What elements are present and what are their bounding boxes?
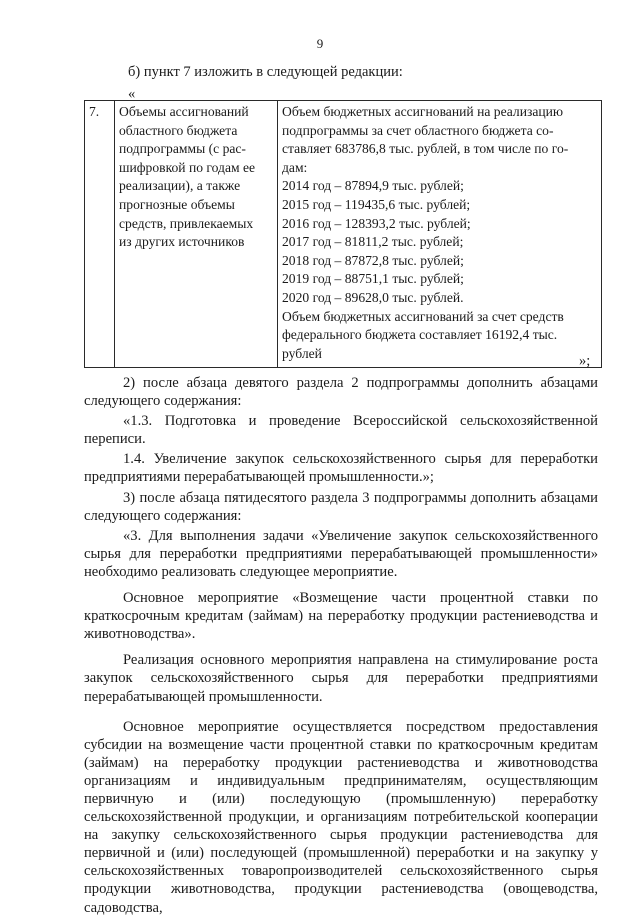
body-line: ставляет 683786,8 тыс. рублей, в том числе по го-	[282, 141, 569, 157]
body-line: федерального бюджета составляет 16192,4 тыс.	[282, 327, 558, 343]
document-body	[84, 374, 598, 919]
name-line: подпрограммы (с рас-	[119, 141, 246, 157]
paragraph: Основное мероприятие «Возмещение части процентной ставки по краткосрочным кредитам (займам) на переработку продукции растениеводства и животноводства».	[84, 590, 598, 643]
body-line-year-2016: 2016 год – 128393,2 тыс. рублей;	[282, 215, 471, 231]
body-line-year-2018: 2018 год – 87872,8 тыс. рублей;	[282, 252, 464, 268]
name-line: областного бюджета	[119, 122, 238, 138]
body-line: Объем бюджетных ассигнований за счет средств	[282, 308, 564, 324]
name-line: шифровкой по годам ее	[119, 159, 256, 175]
row-number: 7.	[85, 101, 115, 368]
body-line-year-2017: 2017 год – 81811,2 тыс. рублей;	[282, 234, 464, 250]
quote-close-mark: »;	[579, 353, 591, 369]
paragraph: 3) после абзаца пятидесятого раздела 3 подпрограммы дополнить абзацами следующего содержания:	[84, 489, 598, 524]
body-line: подпрограммы за счет областного бюджета со-	[282, 122, 554, 138]
paragraph: «3. Для выполнения задачи «Увеличение закупок сельскохозяйственного сырья для переработки предприятиями перерабатывающей промышленности» необходимо реализовать следующее мероприятие.	[84, 527, 598, 580]
paragraph: 1.4. Увеличение закупок сельскохозяйственного сырья для переработки предприятиями перерабатывающей промышленности.»;	[84, 451, 598, 486]
body-line-year-2014: 2014 год – 87894,9 тыс. рублей;	[282, 178, 464, 194]
body-line-year-2020: 2020 год – 89628,0 тыс. рублей.	[282, 289, 464, 305]
intro-line: б) пункт 7 изложить в следующей редакции:	[128, 64, 403, 80]
body-line-year-2015: 2015 год – 119435,6 тыс. рублей;	[282, 196, 471, 212]
row-body-cell	[278, 101, 602, 368]
body-line: Объем бюджетных ассигнований на реализацию	[282, 104, 564, 119]
name-line: из других источников	[119, 234, 245, 250]
name-line: средств, привлекаемых	[119, 215, 254, 231]
row-name-cell	[115, 101, 278, 368]
table-row	[85, 101, 602, 368]
paragraph: Основное мероприятие осуществляется посредством предоставления субсидии на возмещение части процентной ставки по краткосрочным кредитам (займам) на переработку продукции растениеводства и животноводства организациям и индивидуальным предпринимателям, осуществляющим первичную и (или) последующую (промышленную) переработку сельскохозяйственной продукции, и организациям потребительской кооперации на закупку сельскохозяйственного сырья продукции растениеводства для первичной и (или) последующей (промышленной) переработки и на закупку у сельскохозяйственных товаропроизводителей сельскохозяйственного сырья продукции животноводства, продукции растениеводства (овощеводства, садоводства,	[84, 718, 598, 916]
passport-table	[84, 100, 602, 368]
body-line-year-2019: 2019 год – 88751,1 тыс. рублей;	[282, 271, 464, 287]
name-line: реализации), а также	[119, 178, 241, 194]
paragraph: «1.3. Подготовка и проведение Всероссийской сельскохозяйственной переписи.	[84, 413, 598, 448]
name-line: Объемы ассигнований	[119, 104, 249, 119]
body-line: рублей	[282, 345, 322, 361]
body-line: дам:	[282, 159, 308, 175]
paragraph: 2) после абзаца девятого раздела 2 подпрограммы дополнить абзацами следующего содержания:	[84, 375, 598, 410]
name-line: прогнозные объемы	[119, 196, 235, 212]
paragraph: Реализация основного мероприятия направлена на стимулирование роста закупок сельскохозяйственного сырья для переработки предприятиями перерабатывающей промышленности.	[84, 652, 598, 705]
quote-open-mark: «	[128, 86, 136, 102]
page-number: 9	[316, 36, 324, 51]
